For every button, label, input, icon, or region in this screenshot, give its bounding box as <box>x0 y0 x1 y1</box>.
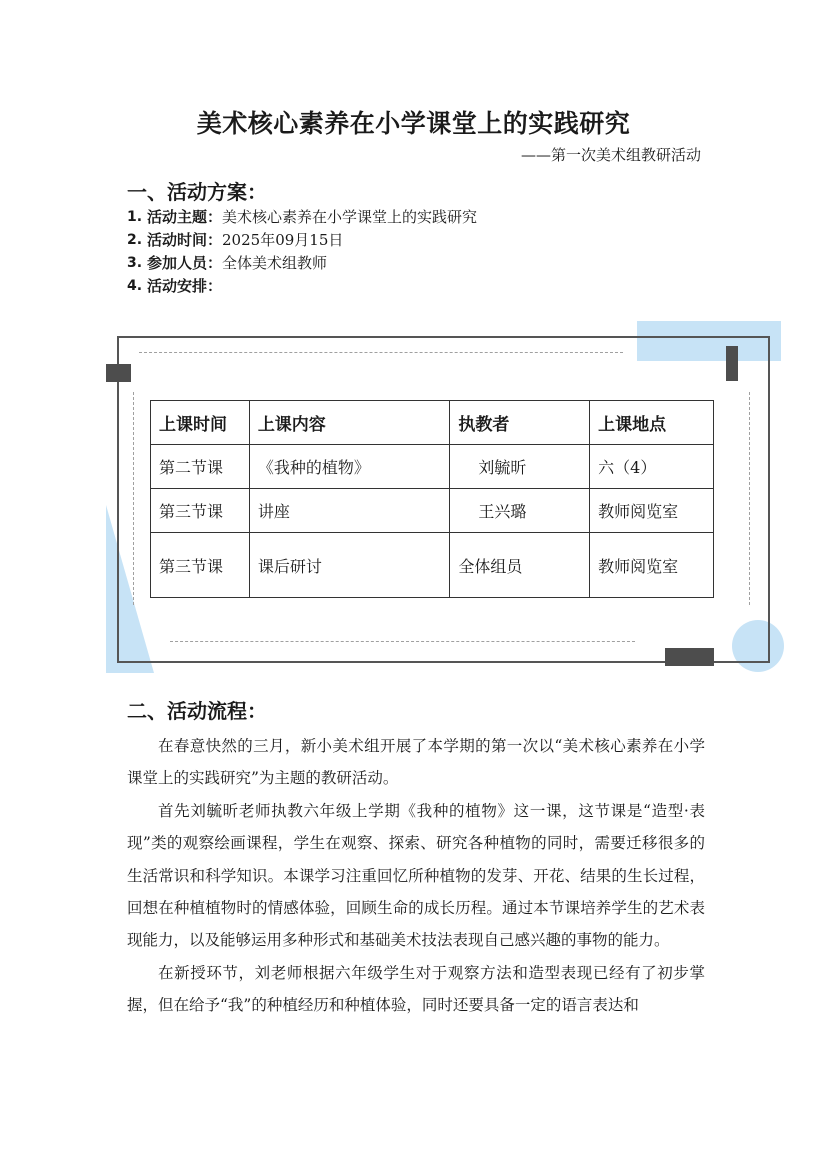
table-row <box>151 533 714 598</box>
plan-item-number: 3. <box>127 255 143 271</box>
plan-item-value: 全体美术组教师 <box>222 254 328 272</box>
table-row <box>151 445 714 489</box>
plan-item-number: 2. <box>127 232 143 248</box>
process-body <box>127 730 705 1022</box>
decorative-dashed-line <box>749 392 750 605</box>
table-header-row <box>151 401 714 445</box>
plan-item-number: 4. <box>127 278 143 294</box>
plan-item <box>127 252 477 275</box>
table-cell: 刘毓昕 <box>450 445 590 489</box>
table-header-location: 上课地点 <box>590 401 714 445</box>
plan-item <box>127 275 477 298</box>
plan-item-label: 活动主题： <box>147 208 223 226</box>
plan-item-number: 1. <box>127 209 143 225</box>
schedule-table <box>150 400 714 598</box>
table-cell: 王兴璐 <box>450 489 590 533</box>
plan-item <box>127 229 477 252</box>
table-cell: 六（4） <box>590 445 714 489</box>
decorative-gray-block <box>726 346 738 381</box>
decorative-dashed-line <box>170 641 635 642</box>
plan-item-label: 活动时间： <box>147 231 223 249</box>
section2-heading: 二、活动流程： <box>127 699 267 723</box>
decorative-gray-block <box>665 648 714 666</box>
document-title: 美术核心素养在小学课堂上的实践研究 <box>196 109 631 138</box>
plan-item-label: 活动安排： <box>147 277 223 295</box>
document-subtitle: ——第一次美术组教研活动 <box>520 146 701 164</box>
paragraph: 在新授环节，刘老师根据六年级学生对于观察方法和造型表现已经有了初步掌握，但在给予“我”的种植经历和种植体验，同时还要具备一定的语言表达和 <box>127 963 705 1015</box>
decorative-dashed-line <box>133 392 134 605</box>
table-cell: 《我种的植物》 <box>249 445 450 489</box>
table-cell: 第二节课 <box>151 445 250 489</box>
table-cell: 全体组员 <box>450 533 590 598</box>
table-header-teacher: 执教者 <box>450 401 590 445</box>
paragraph: 在春意快然的三月，新小美术组开展了本学期的第一次以“美术核心素养在小学课堂上的实践研究”为主题的教研活动。 <box>127 737 705 788</box>
plan-item-value: 2025年09月15日 <box>222 231 344 249</box>
paragraph: 首先刘毓昕老师执教六年级上学期《我种的植物》这一课，这节课是“造型·表现”类的观察绘画课程，学生在观察、探索、研究各种植物的同时，需要迁移很多的生活常识和科学知识。本课学习注重回忆所种植物的发芽、开花、结果的生长过程，回想在种植植物时的情感体验，回顾生命的成长历程。通过本节课培养学生的艺术表现能力，以及能够运用多种形式和基础美术技法表现自己感兴趣的事物的能力。 <box>127 801 705 950</box>
table-header-time: 上课时间 <box>151 401 250 445</box>
table-header-content: 上课内容 <box>249 401 450 445</box>
table-cell: 课后研讨 <box>249 533 450 598</box>
table-cell: 教师阅览室 <box>590 533 714 598</box>
table-row <box>151 489 714 533</box>
decorative-dashed-line <box>139 352 623 353</box>
table-cell: 讲座 <box>249 489 450 533</box>
plan-item-value: 美术核心素养在小学课堂上的实践研究 <box>222 208 478 226</box>
plan-list <box>127 206 477 298</box>
table-cell: 第三节课 <box>151 489 250 533</box>
decorative-gray-block <box>106 364 131 382</box>
table-cell: 第三节课 <box>151 533 250 598</box>
section1-heading: 一、活动方案： <box>127 180 267 204</box>
table-cell: 教师阅览室 <box>590 489 714 533</box>
plan-item <box>127 206 477 229</box>
plan-item-label: 参加人员： <box>147 254 223 272</box>
